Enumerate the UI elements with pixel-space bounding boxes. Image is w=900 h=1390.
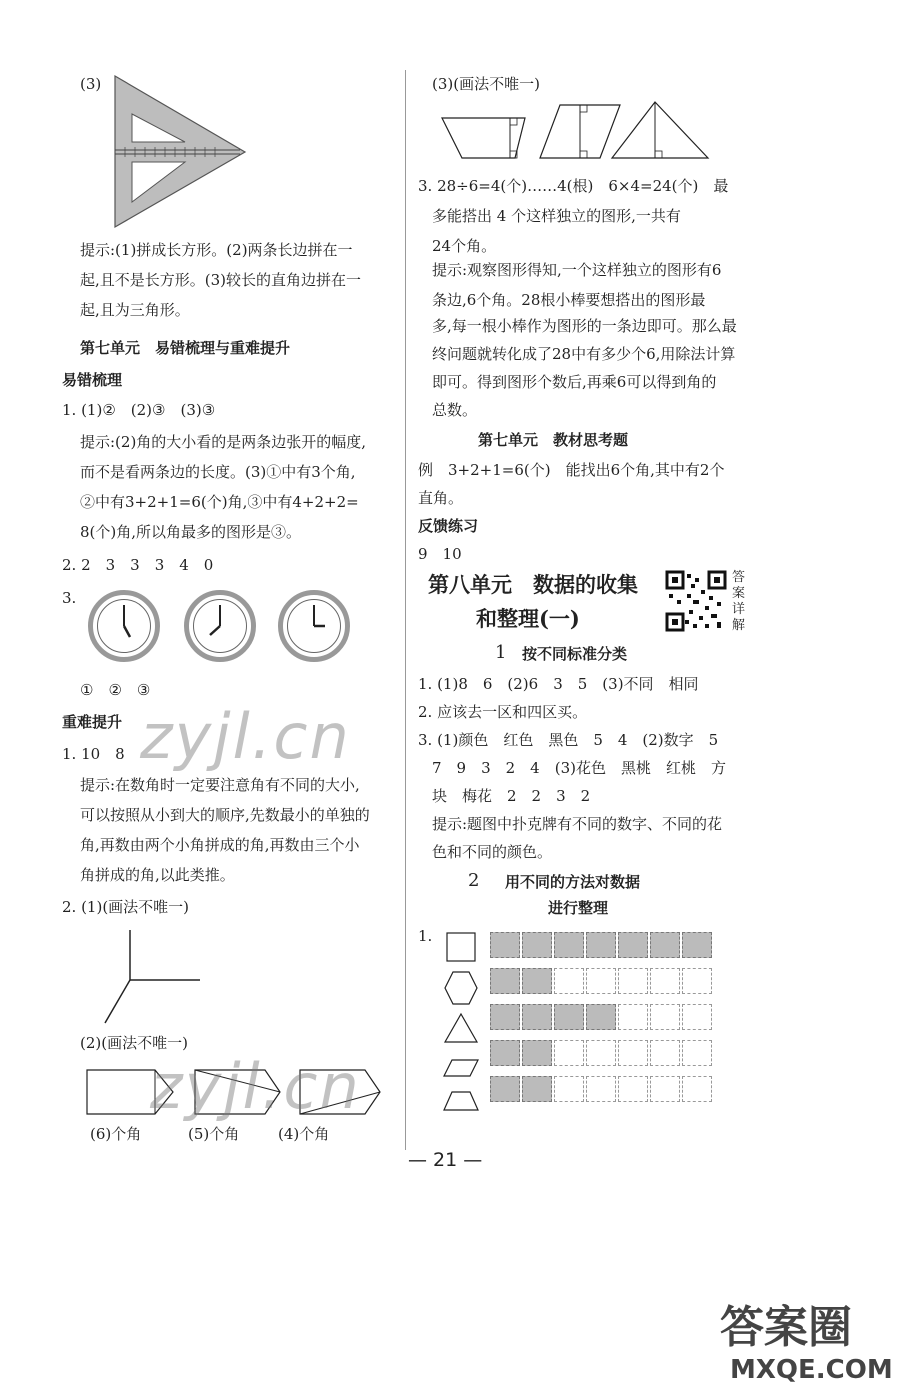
error-hint-line-2: 而不是看两条边的长度。(3)①中有3个角, (80, 463, 356, 481)
unit8-title-line-1: 第八单元 数据的收集 (428, 572, 638, 597)
empty-cell (650, 968, 680, 994)
corner-logo-bottom: MXQE.COM (730, 1355, 893, 1385)
right-answer-3-line-2: 多能搭出 4 个这样独立的图形,一共有 (432, 207, 681, 225)
right-hint-line-5: 即可。得到图形个数后,再乘6可以得到角的 (432, 373, 717, 391)
unit7-title: 第七单元 易错梳理与重难提升 (80, 339, 291, 357)
empty-cell (618, 1004, 648, 1030)
right-hint-line-1: 提示:观察图形得知,一个这样独立的图形有6 (432, 261, 722, 279)
filled-cell (522, 968, 552, 994)
empty-cell (554, 1076, 584, 1102)
qr-note: 答案详解 (732, 570, 746, 633)
clock-labels: ① ② ③ (80, 681, 151, 699)
triangle-icon (445, 1014, 477, 1042)
error-hint-line-1: 提示:(2)角的大小看的是两条边张开的幅度, (80, 433, 367, 451)
watermark-2: zyjl.cn (150, 1050, 361, 1123)
filled-cell (522, 1076, 552, 1102)
filled-cell (490, 932, 520, 958)
angle-count-2: (5)个角 (188, 1125, 240, 1143)
section-2-title-line-1: 用不同的方法对数据 (505, 873, 641, 891)
section-hard: 重难提升 (62, 713, 123, 731)
filled-cell (586, 1004, 616, 1030)
clock-2 (184, 590, 256, 662)
s1-answer-2: 2. 应该去一区和四区买。 (418, 703, 588, 721)
filled-cell (554, 932, 584, 958)
empty-cell (682, 968, 712, 994)
grid-answer-label: 1. (418, 927, 433, 945)
hard-hint-line-2: 可以按照从小到大的顺序,先数最小的单独的 (80, 806, 370, 824)
filled-cell (522, 932, 552, 958)
s1-answer-3-line-2: 7 9 3 2 4 (3)花色 黑桃 红桃 方 (432, 759, 726, 777)
filled-cell (682, 932, 712, 958)
empty-cell (586, 1040, 616, 1066)
filled-cell (490, 1004, 520, 1030)
empty-cell (554, 968, 584, 994)
example-line-1: 例 3+2+1=6(个) 能找出6个角,其中有2个 (418, 461, 725, 479)
s1-hint-line-2: 色和不同的颜色。 (432, 843, 553, 861)
hard-hint-line-1: 提示:在数角时一定要注意角有不同的大小, (80, 776, 360, 794)
right-hint-line-4: 终问题就转化成了28中有多少个6,用除法计算 (432, 345, 736, 363)
empty-cell (650, 1040, 680, 1066)
empty-cell (618, 1040, 648, 1066)
empty-cell (682, 1040, 712, 1066)
error-hint-line-3: ②中有3+2+1=6(个)角,③中有4+2+2= (80, 493, 359, 511)
hexagon-icon (445, 972, 477, 1004)
right-hint-line-6: 总数。 (432, 401, 478, 419)
shape-icons (442, 930, 482, 1115)
data-grid (490, 932, 720, 1112)
error-hint-line-4: 8(个)角,所以角最多的图形是③。 (80, 523, 302, 541)
right-q3-label: (3)(画法不唯一) (432, 75, 540, 93)
empty-cell (650, 1004, 680, 1030)
hint-1-line-2: 起,且不是长方形。(3)较长的直角边拼在一 (80, 271, 362, 289)
clock-1 (88, 590, 160, 662)
empty-cell (618, 968, 648, 994)
height-drawings (440, 100, 710, 162)
filled-cell (490, 1040, 520, 1066)
angle-drawing (100, 925, 210, 1030)
filled-cell (490, 1076, 520, 1102)
filled-cell (586, 932, 616, 958)
section-1-title: 按不同标准分类 (522, 645, 628, 663)
right-answer-3-line-1: 3. 28÷6=4(个)……4(根) 6×4=24(个) 最 (418, 177, 729, 195)
filled-cell (618, 932, 648, 958)
feedback-answer: 9 10 (418, 545, 462, 563)
s1-hint-line-1: 提示:题图中扑克牌有不同的数字、不同的花 (432, 815, 723, 833)
filled-cell (490, 968, 520, 994)
error-answer-2: 2. 2 3 3 3 4 0 (62, 556, 214, 574)
hard-hint-line-4: 角拼成的角,以此类推。 (80, 866, 235, 884)
empty-cell (586, 1076, 616, 1102)
example-line-2: 直角。 (418, 489, 464, 507)
filled-cell (522, 1004, 552, 1030)
square-icon (447, 933, 475, 961)
clock-3 (278, 590, 350, 662)
unit7-thinking-title: 第七单元 教材思考题 (478, 431, 629, 449)
qr-code-icon[interactable] (665, 570, 727, 632)
empty-cell (682, 1004, 712, 1030)
s1-answer-3-line-3: 块 梅花 2 2 3 2 (432, 787, 591, 805)
hard-answer-1: 1. 10 8 (62, 745, 125, 763)
empty-cell (554, 1040, 584, 1066)
filled-cell (522, 1040, 552, 1066)
column-divider (405, 70, 406, 1150)
angle-count-1: (6)个角 (90, 1125, 142, 1143)
q3-label: (3) (80, 75, 102, 93)
hint-1-line-1: 提示:(1)拼成长方形。(2)两条长边拼在一 (80, 241, 353, 259)
feedback-heading: 反馈练习 (418, 517, 479, 535)
unit8-title-line-2: 和整理(一) (476, 606, 580, 631)
section-1-number: 1 (495, 642, 507, 663)
error-answer-1: 1. (1)② (2)③ (3)③ (62, 401, 216, 419)
empty-cell (586, 968, 616, 994)
watermark-1: zyjl.cn (140, 700, 351, 773)
trapezoid-icon (444, 1092, 478, 1110)
hard-hint-line-3: 角,再数由两个小角拼成的角,再数由三个小 (80, 836, 360, 854)
section-2-number: 2 (468, 870, 480, 891)
angle-count-3: (4)个角 (278, 1125, 330, 1143)
empty-cell (650, 1076, 680, 1102)
right-hint-line-3: 多,每一根小棒作为图形的一条边即可。那么最 (432, 317, 737, 335)
triangle-rulers-figure (110, 74, 250, 229)
hard-answer-2-part2: (2)(画法不唯一) (80, 1034, 188, 1052)
hard-answer-2: 2. (1)(画法不唯一) (62, 898, 190, 916)
right-hint-line-2: 条边,6个角。28根小棒要想搭出的图形最 (432, 291, 706, 309)
hint-1-line-3: 起,且为三角形。 (80, 301, 190, 319)
filled-cell (554, 1004, 584, 1030)
right-answer-3-line-3: 24个角。 (432, 237, 497, 255)
section-error-review: 易错梳理 (62, 371, 123, 389)
corner-logo-top: 答案圈 (720, 1302, 852, 1353)
empty-cell (618, 1076, 648, 1102)
empty-cell (682, 1076, 712, 1102)
filled-cell (650, 932, 680, 958)
page-number: — 21 — (408, 1149, 483, 1171)
s1-answer-3-line-1: 3. (1)颜色 红色 黑色 5 4 (2)数字 5 (418, 731, 719, 749)
parallelogram-icon (444, 1060, 478, 1076)
error-answer-3-label: 3. (62, 589, 77, 607)
section-2-title-line-2: 进行整理 (548, 899, 609, 917)
s1-answer-1: 1. (1)8 6 (2)6 3 5 (3)不同 相同 (418, 675, 699, 693)
